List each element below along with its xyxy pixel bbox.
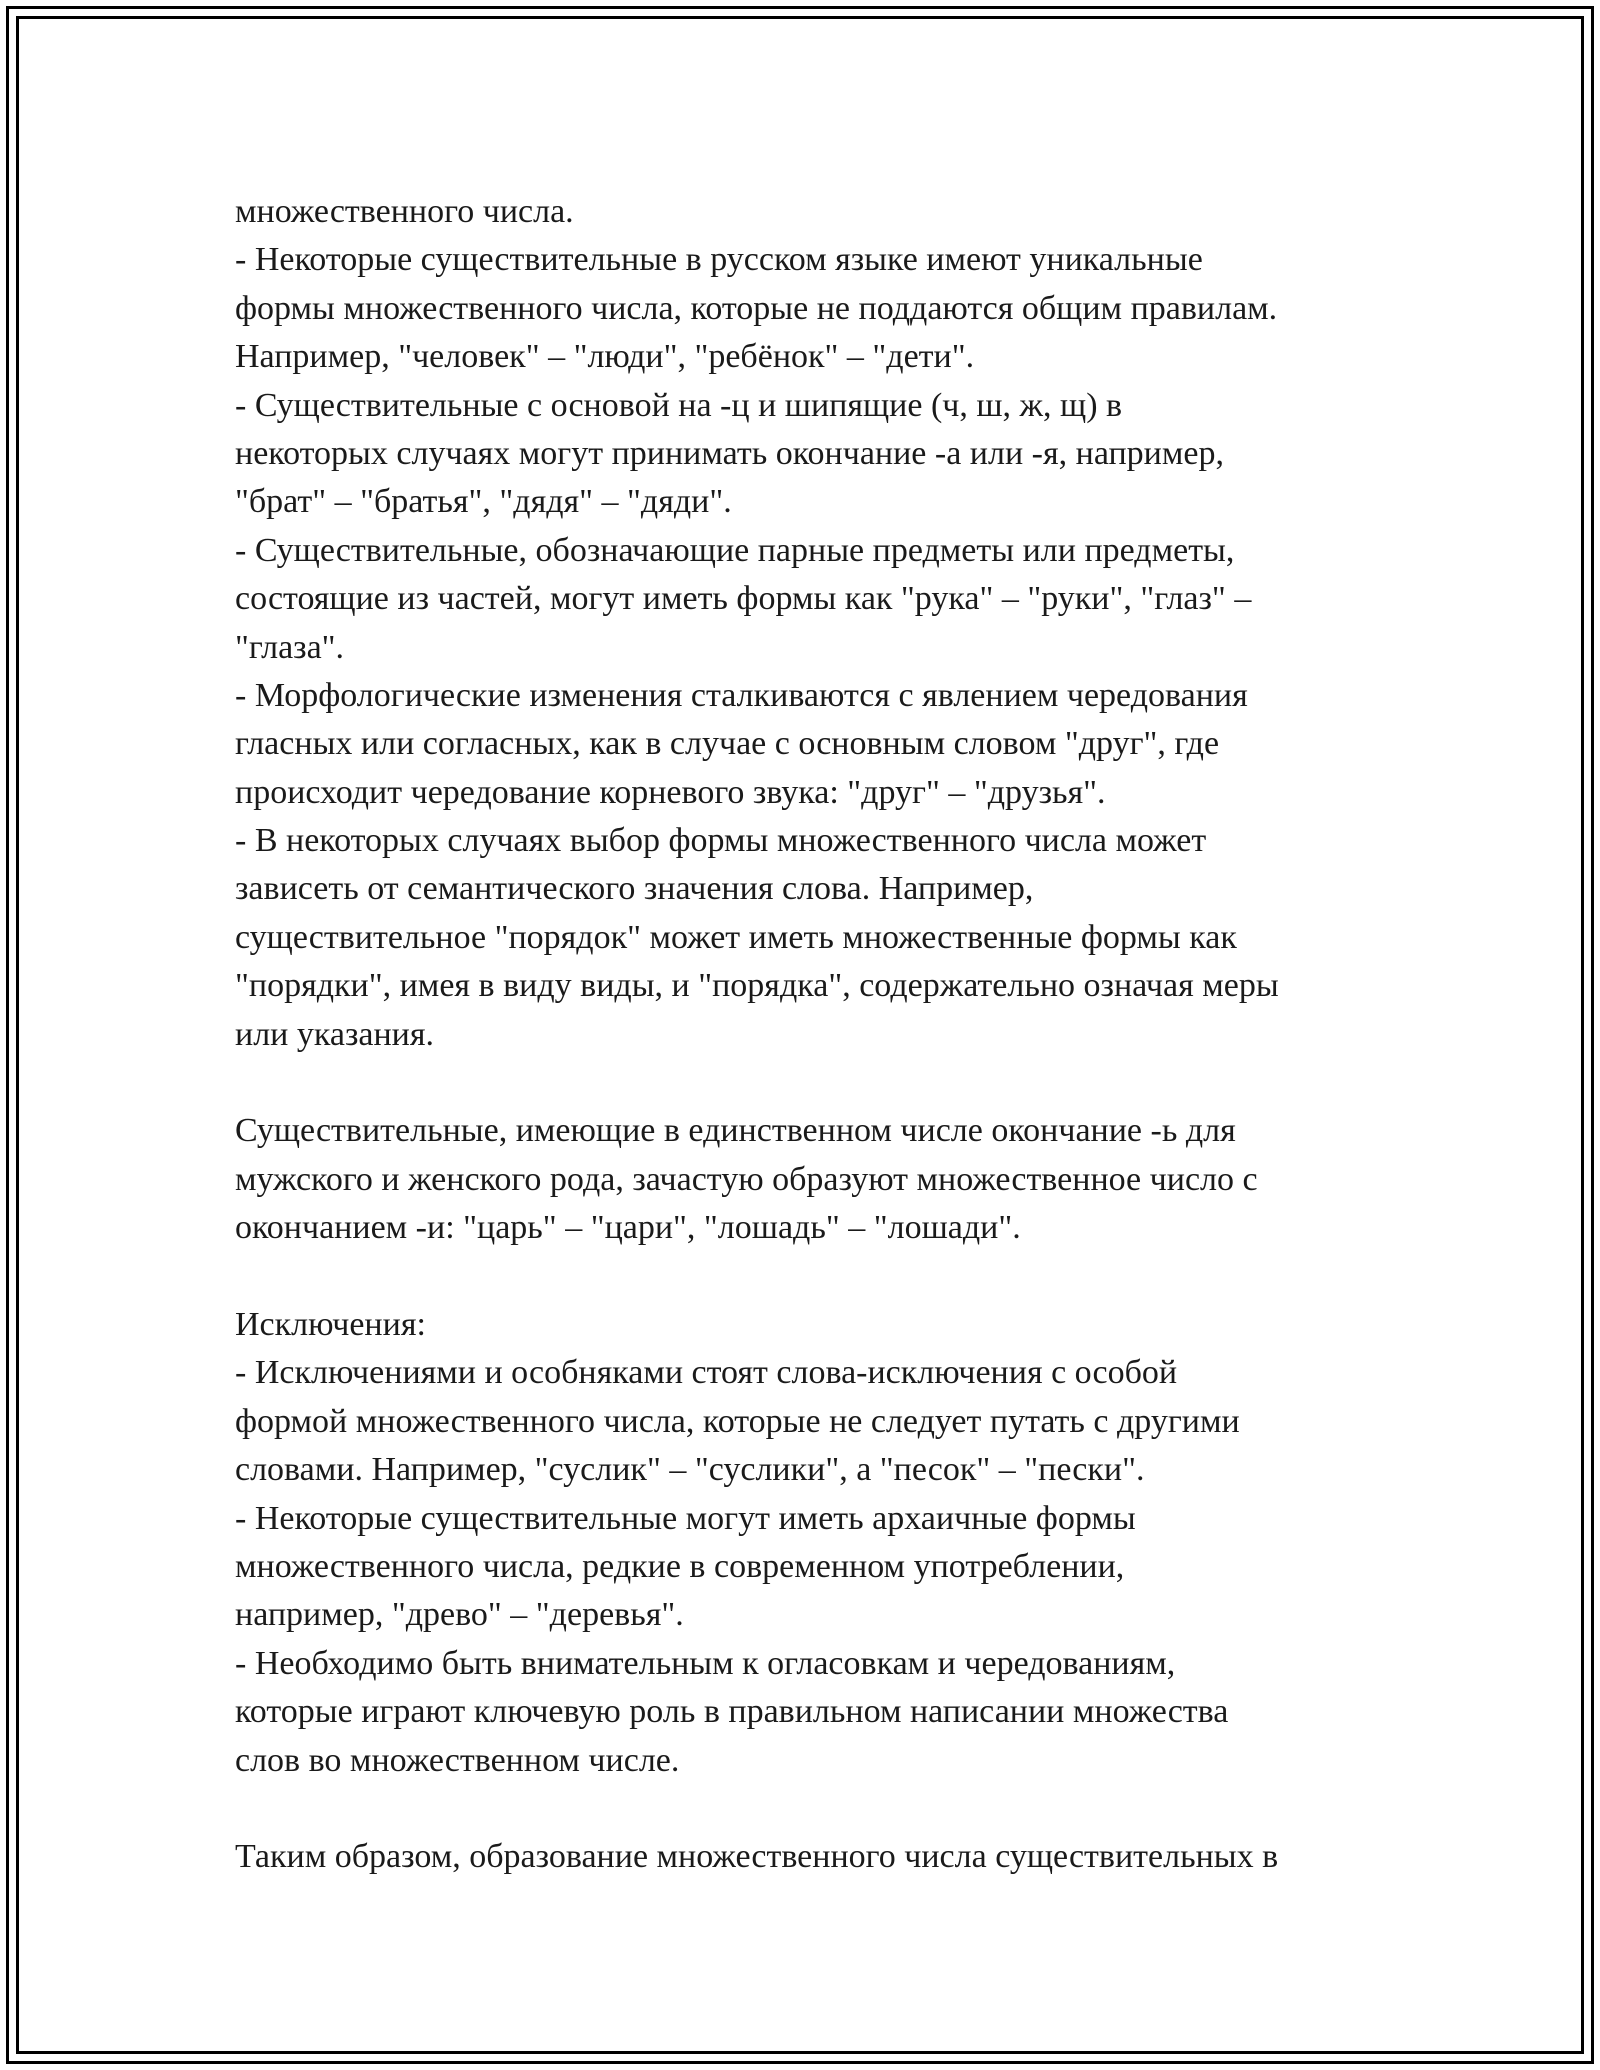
text-line: зависеть от семантического значения слова. Например, bbox=[235, 870, 1034, 908]
text-line: "брат" – "братья", "дядя" – "дяди". bbox=[235, 483, 732, 521]
text-line: - Морфологические изменения сталкиваются с явлением чередования bbox=[235, 676, 1248, 714]
text-line: происходит чередование корневого звука: "друг" – "друзья". bbox=[235, 773, 1106, 811]
text-line: мужского и женского рода, зачастую образуют множественное число с bbox=[235, 1160, 1258, 1198]
document-body bbox=[235, 188, 1395, 1882]
text-line: словами. Например, "суслик" – "суслики", а "песок" – "пески". bbox=[235, 1451, 1145, 1489]
blank-line bbox=[235, 1059, 1395, 1107]
text-line: которые играют ключевую роль в правильном написании множества bbox=[235, 1693, 1229, 1731]
text-line: - Исключениями и особняками стоят слова-исключения с особой bbox=[235, 1354, 1178, 1392]
text-line: - Некоторые существительные могут иметь архаичные формы bbox=[235, 1499, 1136, 1537]
text-line: "глаза". bbox=[235, 628, 345, 666]
text-line: Например, "человек" – "люди", "ребёнок" – "дети". bbox=[235, 338, 975, 376]
section-heading: Исключения: bbox=[235, 1305, 426, 1343]
text-line: слов во множественном числе. bbox=[235, 1741, 680, 1779]
text-line: Существительные, имеющие в единственном числе окончание -ь для bbox=[235, 1112, 1236, 1150]
text-line: "порядки", имея в виду виды, и "порядка", содержательно означая меры bbox=[235, 967, 1279, 1005]
text-line: - В некоторых случаях выбор формы множественного числа может bbox=[235, 822, 1207, 860]
text-line: - Существительные, обозначающие парные предметы или предметы, bbox=[235, 531, 1235, 569]
text-line: например, "древо" – "деревья". bbox=[235, 1596, 684, 1634]
text-line: - Существительные с основой на -ц и шипящие (ч, ш, ж, щ) в bbox=[235, 386, 1123, 424]
text-line: множественного числа. bbox=[235, 193, 574, 230]
text-line: Таким образом, образование множественного числа существительных в bbox=[235, 1838, 1279, 1876]
text-line: некоторых случаях могут принимать окончание -а или -я, например, bbox=[235, 434, 1224, 472]
text-line: состоящие из частей, могут иметь формы как "рука" – "руки", "глаз" – bbox=[235, 580, 1252, 618]
text-line: формой множественного числа, которые не следует путать с другими bbox=[235, 1402, 1240, 1440]
text-line: или указания. bbox=[235, 1015, 435, 1053]
text-line: - Некоторые существительные в русском языке имеют уникальные bbox=[235, 241, 1203, 279]
text-line: гласных или согласных, как в случае с основным словом "друг", где bbox=[235, 725, 1220, 763]
text-line: множественного числа, редкие в современном употреблении, bbox=[235, 1547, 1125, 1585]
blank-line bbox=[235, 1253, 1395, 1301]
text-line: существительное "порядок" может иметь множественные формы как bbox=[235, 918, 1237, 956]
text-line: - Необходимо быть внимательным к огласовкам и чередованиям, bbox=[235, 1644, 1176, 1682]
text-line: формы множественного числа, которые не поддаются общим правилам. bbox=[235, 289, 1278, 327]
text-line: окончанием -и: "царь" – "цари", "лошадь" – "лошади". bbox=[235, 1209, 1021, 1247]
blank-line bbox=[235, 1785, 1395, 1833]
